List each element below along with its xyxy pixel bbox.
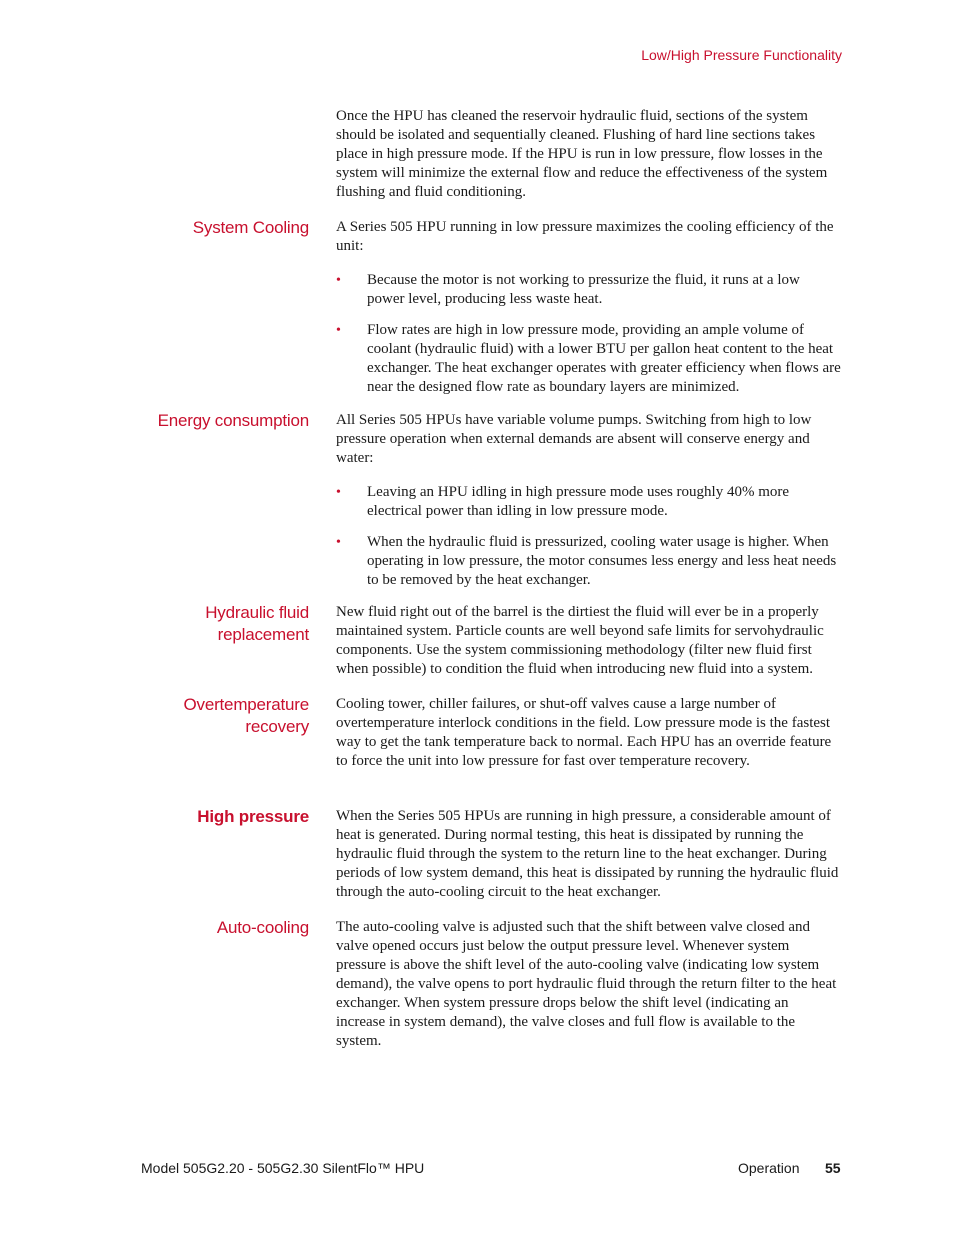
bullet-icon: • [336,273,341,288]
bullet-icon: • [336,485,341,500]
footer-section-name: Operation [738,1160,800,1176]
list-item: • Leaving an HPU idling in high pressure mode uses roughly 40% more electrical power than idling in low pressure mode. [336,484,790,519]
bullet-icon: • [336,535,341,550]
intro-paragraph: Once the HPU has cleaned the reservoir hydraulic fluid, sections of the system should be isolated and sequentially cleaned. Flushing of hard line sections takes place in high pressure mode. If the HPU is run in low pressure, flow losses in the system will minimize the external flow and reduce the effectiveness of the system flushing and fluid conditioning. [336,108,828,200]
section-body: All Series 505 HPUs have variable volume pumps. Switching from high to low pressure operation when external demands are absent will conserve energy and water: [336,412,812,466]
footer-model: Model 505G2.20 - 505G2.30 SilentFlo™ HPU [141,1160,425,1176]
heading-line: Overtemperature [183,695,309,714]
list-item: • When the hydraulic fluid is pressurized, cooling water usage is higher. When operating in low pressure, the motor consumes less energy and less heat needs to be removed by the heat exchanger. [336,534,837,588]
section-heading: High pressure [197,807,309,826]
section-heading: System Cooling [192,218,309,237]
bullet-list [336,483,841,602]
section-body: When the Series 505 HPUs are running in high pressure, a considerable amount of heat is generated. During normal testing, this heat is dissipated by running the hydraulic fluid through the system to the return line to the heat exchanger. During periods of low system demand, this heat is dissipated by running the hydraulic fluid through the auto-cooling circuit to the heat exchanger. [336,808,839,900]
page-number: 55 [825,1160,841,1176]
section-body: A Series 505 HPU running in low pressure maximizes the cooling efficiency of the unit: [336,219,834,254]
bullet-list [336,271,841,409]
section-body: Cooling tower, chiller failures, or shut-off valves cause a large number of overtemperature interlock conditions in the field. Low pressure mode is the fastest way to get the tank temperature back to normal. Each HPU has an override feature to force the unit into low pressure for fast over temperature recovery. [336,696,832,769]
section-heading: Auto-cooling [216,918,309,937]
section-heading: Energy consumption [157,411,309,430]
heading-line: Hydraulic fluid [205,603,309,622]
section-heading [109,602,309,646]
section-heading [109,694,309,738]
section-body: The auto-cooling valve is adjusted such that the shift between valve closed and valve opened occurs just below the output pressure level. Whenever system pressure is above the shift level of the auto-cooling valve (indicating low system demand), the valve opens to port hydraulic fluid through the return filter to the heat exchanger. When system pressure drops below the shift level (indicating an increase in system demand), the valve closes and full flow is available to the system. [336,919,837,1049]
heading-line: replacement [217,625,309,644]
running-header: Low/High Pressure Functionality [641,47,842,63]
heading-line: recovery [245,717,309,736]
section-body: New fluid right out of the barrel is the dirtiest the fluid will ever be in a properly maintained system. Particle counts are well beyond safe limits for servohydraulic components. Use the system commissioning methodology (filter new fluid first when possible) to condition the fluid when introducing new fluid into a system. [336,604,824,677]
list-item: • Flow rates are high in low pressure mode, providing an ample volume of coolant (hydraulic fluid) with a lower BTU per gallon heat content to the heat exchanger. The heat exchanger operates with greater efficiency when flows are near the designed flow rate as boundary layers are minimized. [336,322,841,395]
list-item: • Because the motor is not working to pressurize the fluid, it runs at a low power level, producing less waste heat. [336,272,800,307]
bullet-icon: • [336,323,341,338]
